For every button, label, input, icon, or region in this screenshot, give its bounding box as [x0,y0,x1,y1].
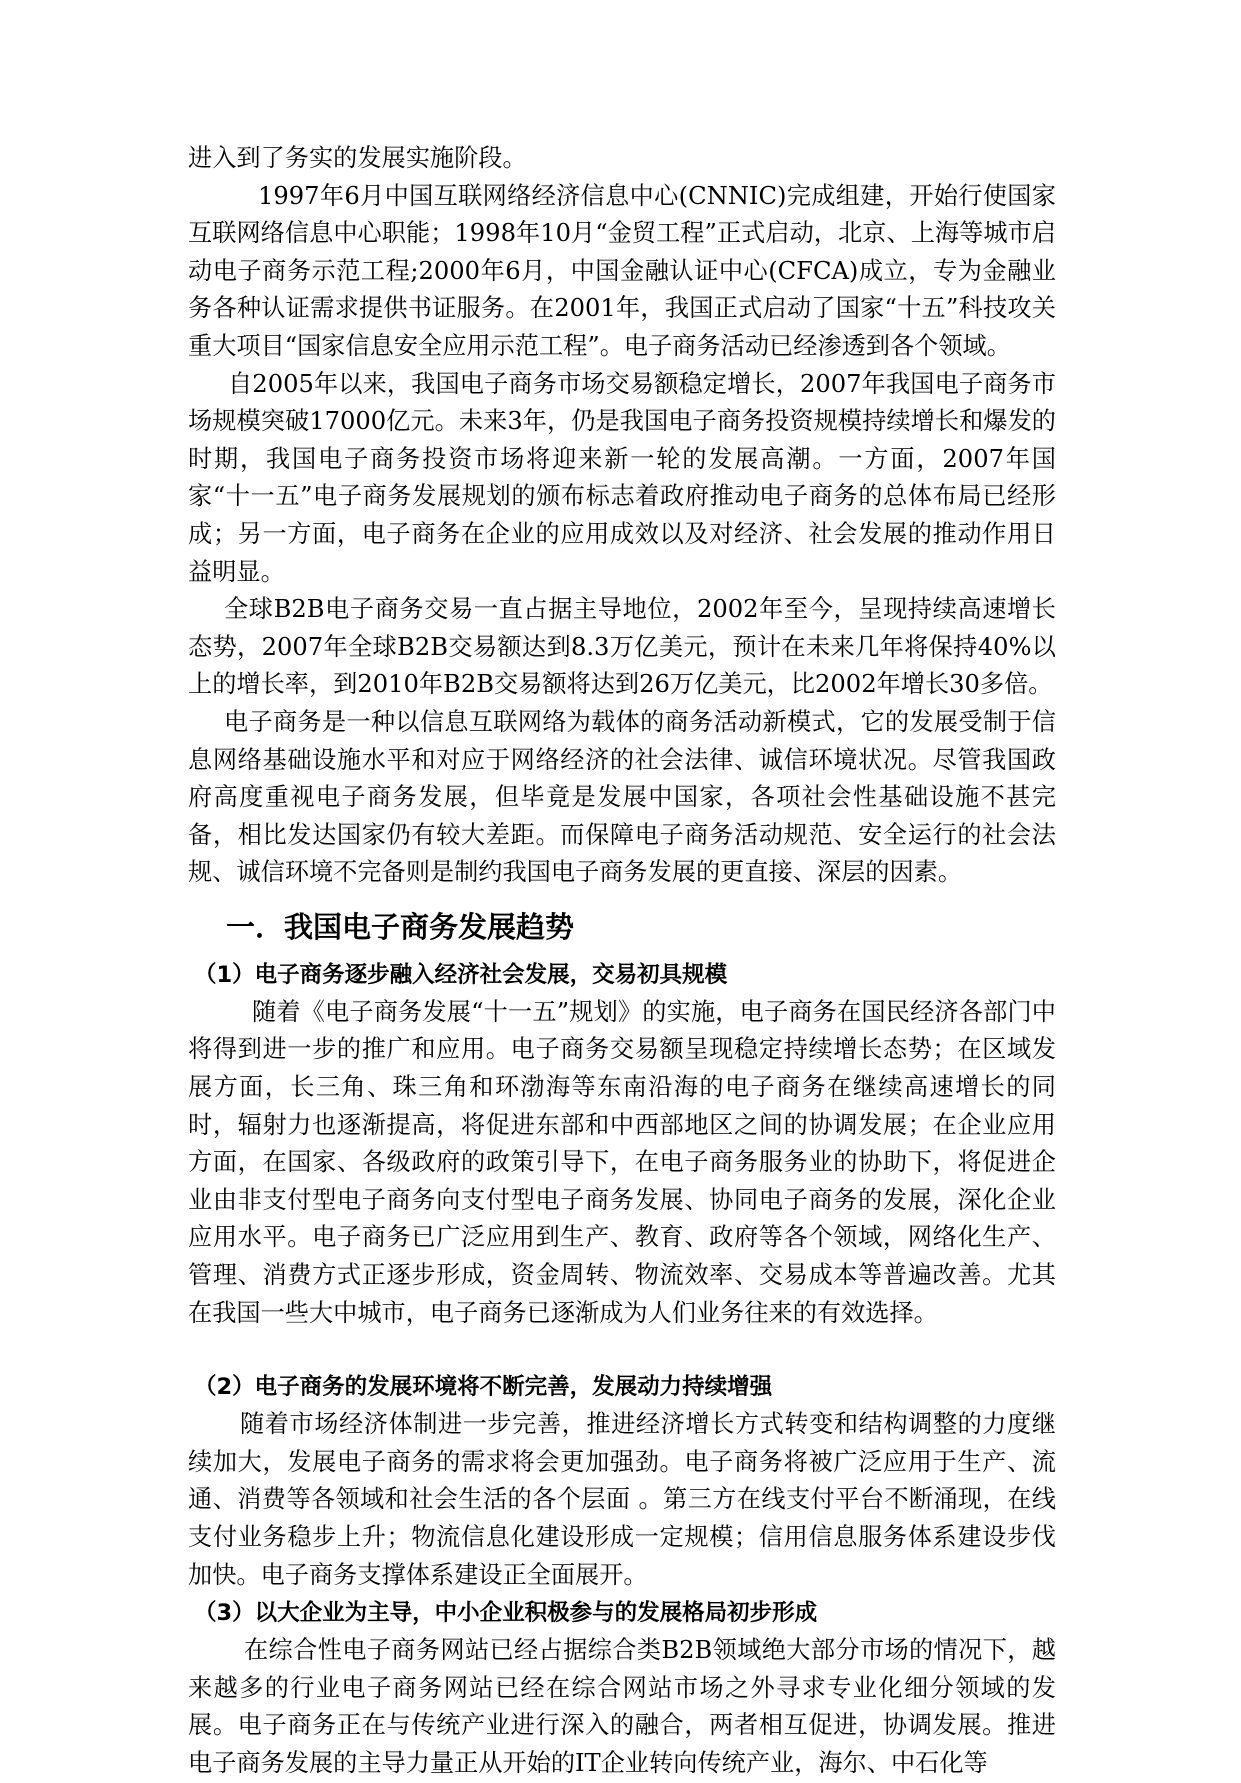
subsection-title-1: （1）电子商务逐步融入经济社会发展，交易初具规模 [194,961,728,988]
paragraph-cnnic-history: 1997年6月中国互联网络经济信息中心(CNNIC)完成组建，开始行使国家互联网络信息中心职能；1998年10月“金贸工程”正式启动，北京、上海等城市启动电子商务示范工程;2000年6月，中国金融认证中心(CFCA)成立，专为金融业务各种认证需求提供书证服务。在2001年，我国正式启动了国家“十五”科技攻关重大项目“国家信息安全应用示范工程”。电子商务活动已经渗透到各个领域。 [188,181,1056,360]
subsection-body-3: 在综合性电子商务网站已经占据综合类B2B领域绝大部分市场的情况下，越来越多的行业电子商务网站已经在综合网站市场之外寻求专业化细分领域的发展。电子商务正在与传统产业进行深入的融合，两者相互促进，协调发展。推进电子商务发展的主导力量正从开始的IT企业转向传统产业，海尔、中石化等 [188,1636,1056,1777]
subsection-body-1: 随着《电子商务发展“十一五”规划》的实施，电子商务在国民经济各部门中将得到进一步的推广和应用。电子商务交易额呈现稳定持续增长态势；在区域发展方面，长三角、珠三角和环渤海等东南沿海的电子商务在继续高速增长的同时，辐射力也逐渐提高，将促进东部和中西部地区之间的协调发展；在企业应用方面，在国家、各级政府的政策引导下，在电子商务服务业的协助下，将促进企业由非支付型电子商务向支付型电子商务发展、协同电子商务的发展，深化企业应用水平。电子商务已广泛应用到生产、教育、政府等各个领域，网络化生产、管理、消费方式正逐步形成，资金周转、物流效率、交易成本等普遍改善。尤其在我国一些大中城市，电子商务已逐渐成为人们业务往来的有效选择。 [188,997,1056,1327]
subsection-title-3: （3）以大企业为主导，中小企业积极参与的发展格局初步形成 [194,1600,818,1627]
spacer [188,1332,1056,1368]
paragraph-constraints: 电子商务是一种以信息互联网络为载体的商务活动新模式，它的发展受制于信息网络基础设施水平和对应于网络经济的社会法律、诚信环境状况。尽管我国政府高度重视电子商务发展，但毕竟是发展中国家，各项社会性基础设施不甚完备，相比发达国家仍有较大差距。而保障电子商务活动规范、安全运行的社会法规、诚信环境不完备则是制约我国电子商务发展的更直接、深层的因素。 [188,707,1056,887]
paragraph-market-growth: 自2005年以来，我国电子商务市场交易额稳定增长，2007年我国电子商务市场规模突破17000亿元。未来3年，仍是我国电子商务投资规模持续增长和爆发的时期，我国电子商务投资市场将迎来新一轮的发展高潮。一方面，2007年国家“十一五”电子商务发展规划的颁布标志着政府推动电子商务的总体布局已经形成；另一方面，电子商务在企业的应用成效以及对经济、社会发展的推动作用日益明显。 [188,369,1056,586]
subsection-title-2: （2）电子商务的发展环境将不断完善，发展动力持续增强 [194,1374,773,1401]
paragraph-global-b2b: 全球B2B电子商务交易一直占据主导地位，2002年至今，呈现持续高速增长态势，2007年全球B2B交易额达到8.3万亿美元，预计在未来几年将保持40%以上的增长率，到2010年B2B交易额将达到26万亿美元，比2002年增长30多倍。 [188,595,1056,699]
subsection-body-2: 随着市场经济体制进一步完善，推进经济增长方式转变和结构调整的力度继续加大，发展电子商务的需求将会更加强劲。电子商务将被广泛应用于生产、流通、消费等各领域和社会生活的各个层面 。第三方在线支付平台不断涌现，在线支付业务稳步上升；物流信息化建设形成一定规模；信用信息服务体系建设步伐加快。电子商务支撑体系建设正全面展开。 [188,1410,1056,1589]
document-page [188,140,1056,1783]
section-title: 一．我国电子商务发展趋势 [226,909,575,944]
paragraph-continuation: 进入到了务实的发展实施阶段。 [188,144,527,172]
